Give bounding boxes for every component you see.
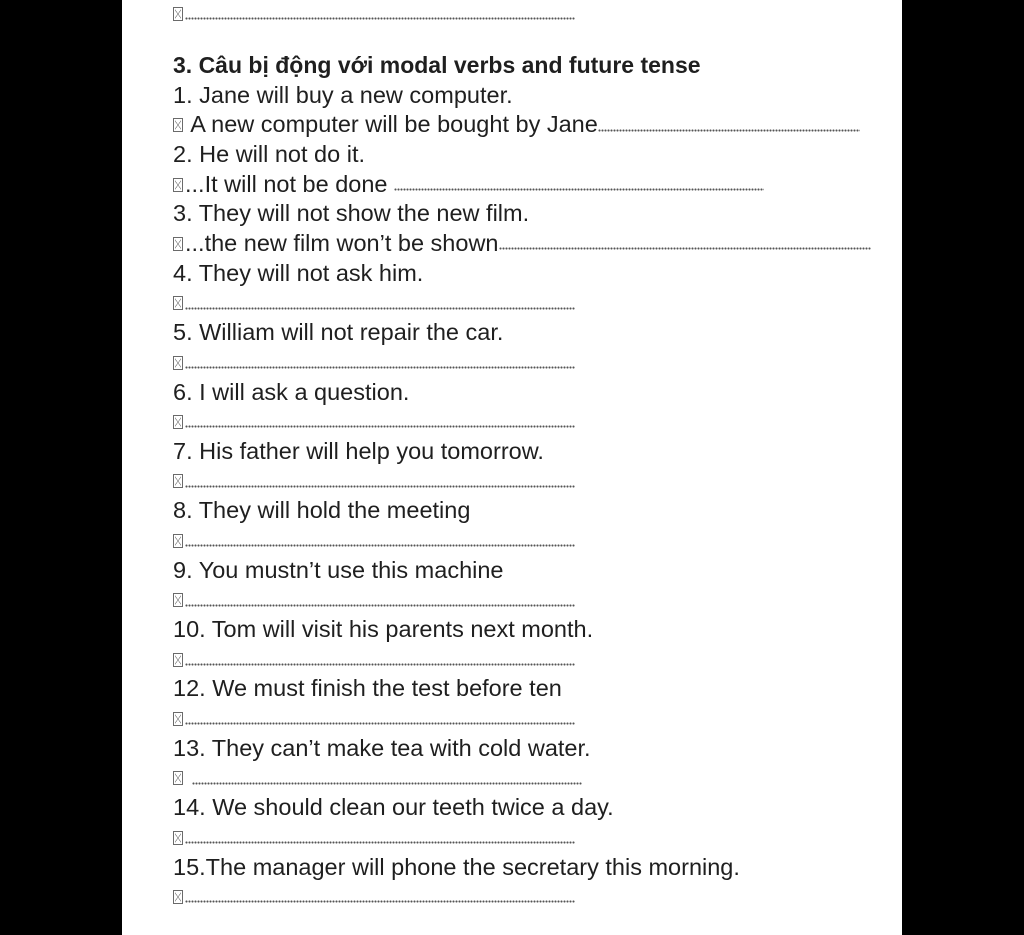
- question-5: 5. William will not repair the car.: [173, 319, 504, 346]
- answer-line-3: [173, 229, 902, 259]
- answer-line-8: [173, 526, 902, 556]
- question-3: 3. They will not show the new film.: [173, 200, 530, 227]
- answer-line-14: [173, 823, 902, 853]
- answer-text-1: A new computer will be bought by Jane: [185, 111, 598, 138]
- missing-glyph-icon: [173, 237, 183, 251]
- dotted-line: [185, 13, 575, 23]
- missing-glyph-icon: [173, 178, 183, 192]
- dotted-line: [394, 184, 764, 194]
- question-15: 15.The manager will phone the secretary this morning.: [173, 853, 740, 880]
- question-14: 14. We should clean our teeth twice a day.: [173, 794, 614, 821]
- section-heading: 3. Câu bị động với modal verbs and future tense: [173, 52, 701, 78]
- question-10: 10. Tom will visit his parents next month.: [173, 616, 594, 643]
- missing-glyph-icon: [173, 593, 183, 607]
- missing-glyph-icon: [173, 118, 183, 132]
- worksheet-page: [122, 0, 902, 935]
- missing-glyph-icon: [173, 534, 183, 548]
- dotted-line: [185, 659, 575, 669]
- answer-text-3: ...the new film won’t be shown: [185, 230, 499, 257]
- missing-glyph-icon: [173, 296, 183, 310]
- worksheet-content: [173, 0, 902, 912]
- dotted-line: [499, 244, 871, 254]
- question-1: 1. Jane will buy a new computer.: [173, 81, 513, 108]
- question-9: 9. You mustn’t use this machine: [173, 556, 504, 583]
- question-8: 8. They will hold the meeting: [173, 497, 471, 524]
- dotted-line: [185, 719, 575, 729]
- question-4: 4. They will not ask him.: [173, 259, 424, 286]
- answer-line-4: [173, 289, 902, 319]
- dotted-line: [185, 303, 575, 313]
- answer-line-5: [173, 348, 902, 378]
- answer-line-10: [173, 645, 902, 675]
- answer-line-2: [173, 170, 902, 200]
- question-7: 7. His father will help you tomorrow.: [173, 437, 544, 464]
- missing-glyph-icon: [173, 653, 183, 667]
- missing-glyph-icon: [173, 474, 183, 488]
- dotted-line: [185, 897, 575, 907]
- dotted-line: [598, 125, 860, 135]
- answer-text-2: ...It will not be done: [185, 170, 395, 197]
- answer-line-15: [173, 882, 902, 912]
- missing-glyph-icon: [173, 831, 183, 845]
- dotted-line: [192, 778, 582, 788]
- answer-line-13: [173, 764, 902, 794]
- answer-line-6: [173, 407, 902, 437]
- dotted-line: [185, 541, 575, 551]
- question-6: 6. I will ask a question.: [173, 378, 410, 405]
- missing-glyph-icon: [173, 771, 183, 785]
- missing-glyph-icon: [173, 7, 183, 21]
- answer-line-9: [173, 585, 902, 615]
- dotted-line: [185, 363, 575, 373]
- dotted-line: [185, 600, 575, 610]
- answer-line-7: [173, 467, 902, 497]
- answer-line-1: [173, 110, 902, 140]
- missing-glyph-icon: [173, 356, 183, 370]
- missing-glyph-icon: [173, 415, 183, 429]
- question-12: 12. We must finish the test before ten: [173, 675, 562, 702]
- dotted-line: [185, 481, 575, 491]
- question-13: 13. They can’t make tea with cold water.: [173, 734, 591, 761]
- missing-glyph-icon: [173, 712, 183, 726]
- answer-line-12: [173, 704, 902, 734]
- dotted-line: [185, 838, 575, 848]
- answer-line-previous: [173, 0, 902, 28]
- dotted-line: [185, 422, 575, 432]
- missing-glyph-icon: [173, 890, 183, 904]
- question-2: 2. He will not do it.: [173, 141, 366, 168]
